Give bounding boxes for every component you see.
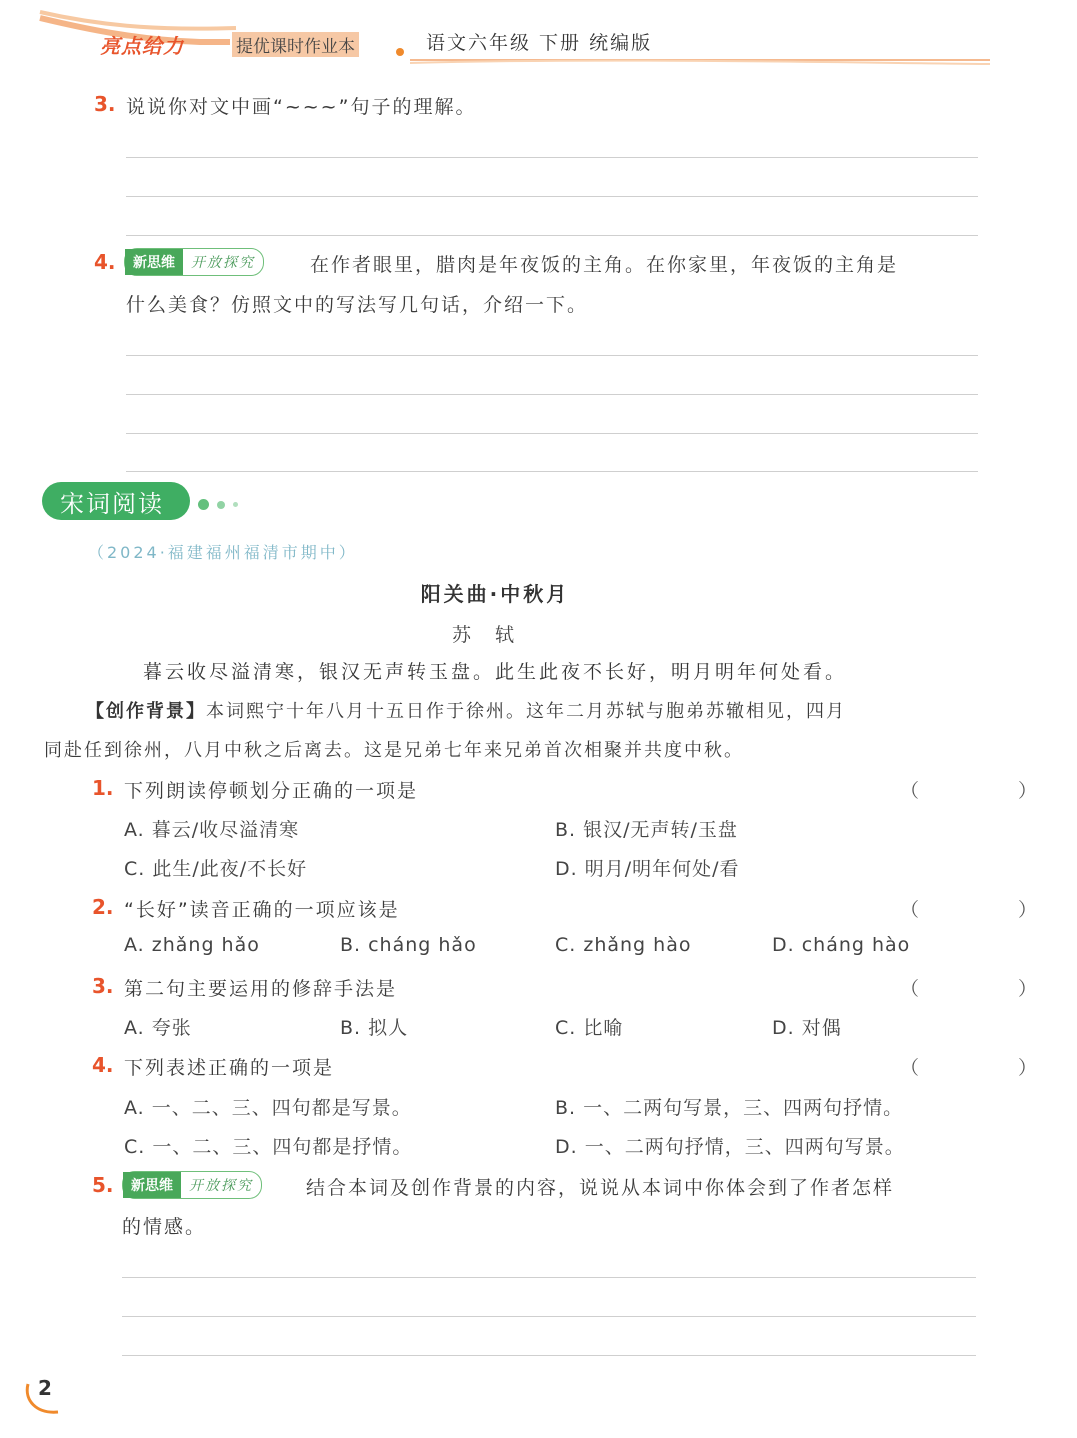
background-label: 【创作背景】 (86, 701, 206, 722)
answer-line[interactable] (122, 1355, 976, 1356)
question-text: 在作者眼里，腊肉是年夜饭的主角。在你家里，年夜饭的主角是 (310, 254, 899, 276)
answer-line[interactable] (122, 1316, 976, 1317)
brand-subtitle: 提优课时作业本 (232, 32, 359, 57)
background-text: 本词熙宁十年八月十五日作于徐州。这年二月苏轼与胞弟苏辙相见，四月 (206, 701, 846, 722)
answer-line[interactable] (126, 433, 978, 434)
background-paragraph (86, 697, 846, 723)
answer-bracket[interactable]: （ ） (900, 978, 1077, 1000)
question-text: 结合本词及创作背景的内容，说说从本词中你体会到了作者怎样 (306, 1177, 895, 1199)
answer-line[interactable] (126, 394, 978, 395)
answer-bracket[interactable]: （ ） (900, 899, 1077, 921)
question-text: “长好”读音正确的一项应该是 (124, 899, 400, 921)
badge-side: 开放探究 (189, 1178, 253, 1194)
section-title (42, 482, 190, 520)
page-number: 2 (38, 1376, 52, 1400)
option-c[interactable]: C. 此生/此夜/不长好 (124, 858, 308, 880)
question-number: 2. (92, 895, 114, 919)
option-b[interactable]: B. 银汉/无声转/玉盘 (555, 819, 738, 841)
header-dot (396, 48, 404, 56)
option-d[interactable]: D. 一、二两句抒情，三、四两句写景。 (555, 1136, 905, 1158)
background-text-cont: 同赴任到徐州，八月中秋之后离去。这是兄弟七年来兄弟首次相聚并共度中秋。 (44, 740, 744, 761)
question-number: 4. (92, 1053, 114, 1077)
answer-line[interactable] (126, 157, 978, 158)
poem-author: 苏轼 (451, 624, 538, 646)
option-d[interactable]: D. 明月/明年何处/看 (555, 858, 740, 880)
question-text: 下列表述正确的一项是 (124, 1057, 335, 1079)
badge-side: 开放探究 (191, 255, 255, 271)
answer-line[interactable] (126, 355, 978, 356)
poem-title: 阳关曲·中秋月 (420, 582, 570, 606)
section-title-text: 宋词阅读 (60, 489, 164, 518)
poem-text: 暮云收尽溢清寒，银汉无声转玉盘。此生此夜不长好，明月明年何处看。 (142, 661, 847, 683)
question-number: 5. (92, 1173, 114, 1197)
option-a[interactable]: A. zhǎng hǎo (124, 934, 260, 956)
question-text: 下列朗读停顿划分正确的一项是 (124, 780, 419, 802)
option-a[interactable]: A. 夸张 (124, 1017, 192, 1039)
answer-line[interactable] (122, 1277, 976, 1278)
question-text-cont: 的情感。 (122, 1216, 207, 1238)
brand-logo-text: 亮点给力 (100, 34, 184, 58)
section-dots (198, 494, 246, 513)
option-c[interactable]: C. 一、二、三、四句都是抒情。 (124, 1136, 413, 1158)
option-b[interactable]: B. 一、二两句写景，三、四两句抒情。 (555, 1097, 904, 1119)
option-c[interactable]: C. zhǎng hào (555, 934, 692, 956)
answer-line[interactable] (126, 196, 978, 197)
new-thinking-badge (124, 248, 264, 276)
option-d[interactable]: D. cháng hào (772, 934, 911, 956)
badge-main: 新思维 (125, 249, 183, 275)
new-thinking-badge (122, 1171, 262, 1199)
question-text-cont: 什么美食？仿照文中的写法写几句话，介绍一下。 (126, 294, 589, 316)
option-a[interactable]: A. 暮云/收尽溢清寒 (124, 819, 300, 841)
option-a[interactable]: A. 一、二、三、四句都是写景。 (124, 1097, 412, 1119)
answer-line[interactable] (126, 471, 978, 472)
option-b[interactable]: B. 拟人 (340, 1017, 409, 1039)
question-number: 3. (92, 974, 114, 998)
option-b[interactable]: B. cháng hǎo (340, 934, 477, 956)
source-note: （2024·福建福州福清市期中） (88, 543, 358, 562)
question-number: 4. (94, 250, 116, 274)
answer-line[interactable] (126, 235, 978, 236)
question-text: 第二句主要运用的修辞手法是 (124, 978, 398, 1000)
option-c[interactable]: C. 比喻 (555, 1017, 624, 1039)
question-number: 3. (94, 92, 116, 116)
question-number: 1. (92, 776, 114, 800)
badge-main: 新思维 (123, 1172, 181, 1198)
option-d[interactable]: D. 对偶 (772, 1017, 842, 1039)
question-text: 说说你对文中画“~~~”句子的理解。 (126, 96, 477, 118)
answer-bracket[interactable]: （ ） (900, 780, 1077, 802)
answer-bracket[interactable]: （ ） (900, 1057, 1077, 1079)
book-title: 语文六年级 下册 统编版 (426, 32, 653, 54)
